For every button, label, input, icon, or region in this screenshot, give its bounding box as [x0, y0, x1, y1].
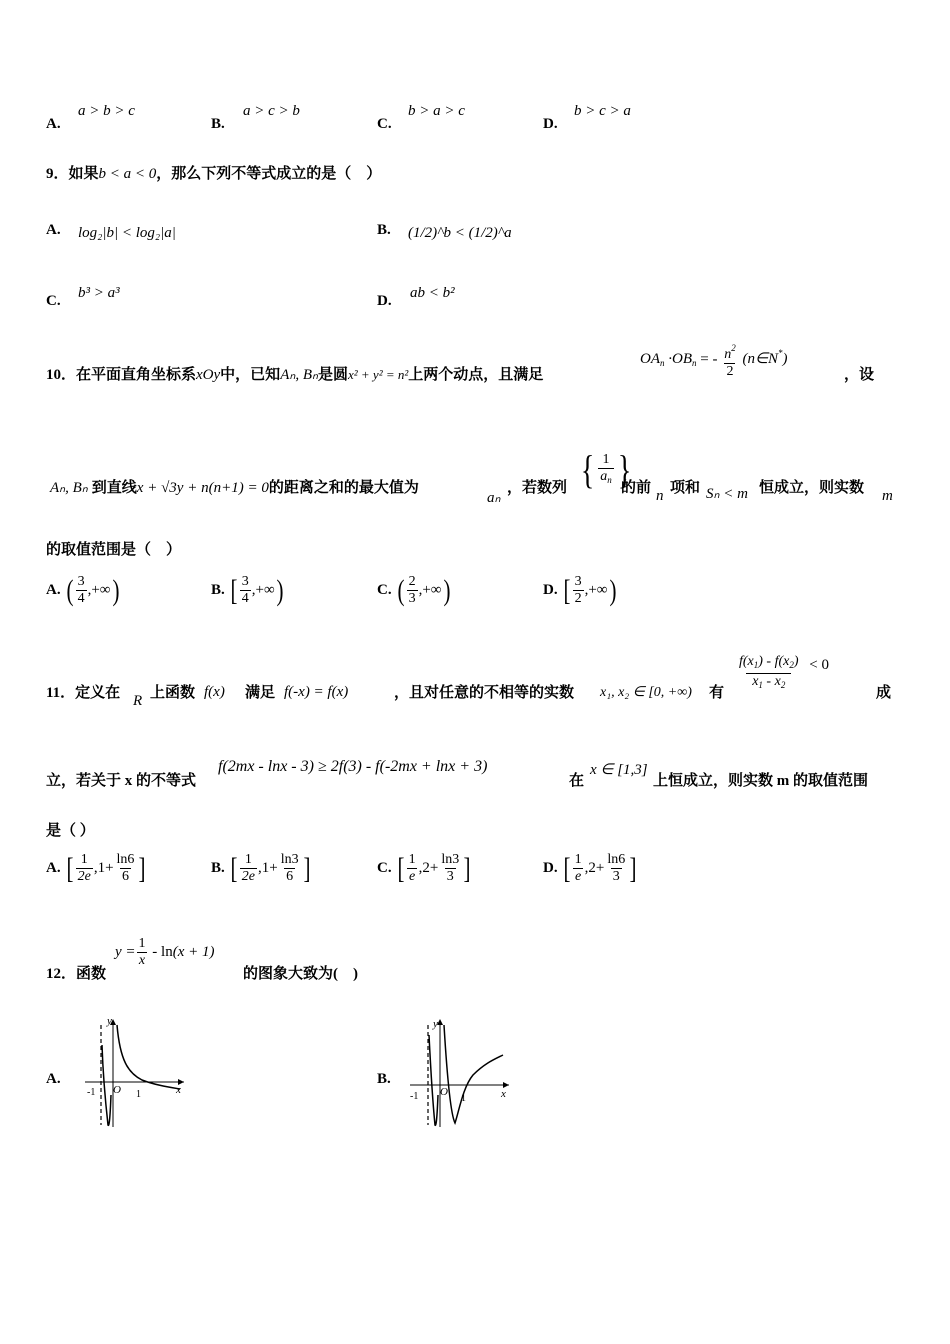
- q8-option-c-label: C.: [377, 116, 392, 132]
- q11-line1-a: 11．定义在: [46, 685, 121, 701]
- q11-option-a-mid: ,1+: [93, 860, 114, 877]
- q11-option-b-mid: ,1+: [257, 860, 278, 877]
- q8-option-d-expr: b > c > a: [574, 103, 631, 119]
- q10-option-a-den: 4: [77, 591, 85, 606]
- q11-option-b-label: B.: [211, 860, 225, 877]
- q11-interval: x ∈ [1,3]: [590, 762, 648, 778]
- y-label: y: [433, 1018, 438, 1030]
- y-label: y: [107, 1015, 112, 1027]
- q10-line2: [50, 476, 419, 497]
- q9-stem-pre: 9．如果: [46, 166, 99, 182]
- neg1-label: -1: [87, 1087, 96, 1098]
- x-label: x: [501, 1088, 506, 1100]
- q9-option-c-label: C.: [46, 293, 61, 309]
- q11-fx: f(x): [204, 684, 225, 700]
- q11-option-b-d2: 6: [286, 869, 294, 884]
- q11-option-d-d1: e: [574, 869, 582, 884]
- q10-option-a-open: (: [66, 573, 74, 607]
- q10-sn: Sₙ < m: [706, 486, 748, 502]
- q11-option-c-d1: e: [408, 869, 416, 884]
- q10-option-a-close: ): [112, 573, 119, 607]
- q10-option-c-den: 3: [408, 591, 416, 606]
- q10-anbn-2: Aₙ, Bₙ: [50, 480, 88, 496]
- q11-option-b-n2: ln3: [280, 852, 299, 867]
- q10-option-d-num: 3: [574, 574, 582, 589]
- q11-line2-c: 上恒成立，则实数 m 的取值范围: [653, 773, 868, 789]
- q10-line2-b: 的距离之和的最大值为: [268, 480, 419, 496]
- q11-option-d-mid: ,2+: [584, 860, 605, 877]
- curve-right: [117, 1025, 180, 1089]
- q9-option-d-expr: ab < b²: [410, 285, 455, 301]
- q11-line2-b: 在: [569, 773, 585, 789]
- q10-option-b: [211, 574, 285, 607]
- q11-line1-e: 有: [709, 685, 725, 701]
- q11-option-a-d2: 6: [121, 869, 129, 884]
- q10-option-b-num: 3: [241, 574, 249, 589]
- q10-line-eq: x + √3y + n(n+1) = 0: [136, 480, 269, 496]
- q10-option-c-label: C.: [377, 582, 392, 599]
- one-label: 1: [136, 1089, 141, 1100]
- curve-left: [429, 1035, 438, 1125]
- q11-option-a-n2: ln6: [116, 852, 135, 867]
- q11-option-c-n2: ln3: [441, 852, 460, 867]
- q11-option-b: B. [ $\frac{1}{2e}$ ,1+ $\frac{\ln 3}{6}$ ]: [211, 851, 311, 885]
- q11-option-a: A. [ $\frac{1}{2e}$ ,1+ $\frac{\ln 6}{6}$ ]: [46, 851, 146, 885]
- q10-line1-b: 中，已知: [220, 367, 281, 383]
- q10-option-a-label: A.: [46, 582, 61, 599]
- q10-option-d-open: [: [563, 573, 571, 607]
- q8-option-c-expr: b > a > c: [408, 103, 465, 119]
- q11-option-d: D. [ $\frac{1}{e}$ ,2+ $\frac{\ln 6}{3}$ ]: [543, 851, 637, 885]
- q12-stem-b: 的图象大致为( ): [243, 966, 358, 982]
- q10-m: m: [882, 488, 893, 504]
- q11-option-a-label: A.: [46, 860, 61, 877]
- q12-option-a-label: A.: [46, 1071, 61, 1087]
- q11-ineq: f(2mx - lnx - 3) ≥ 2f(3) - f(-2mx + lnx + 3): [218, 758, 488, 775]
- q10-line2-d: 的前: [621, 480, 652, 496]
- one-label: 1: [461, 1093, 466, 1104]
- q10-line2-e: 项和: [670, 480, 701, 496]
- q11-option-a-n1: 1: [80, 852, 88, 867]
- q11-line3: 是（ ）: [46, 823, 95, 839]
- q10-option-d-den: 2: [574, 591, 582, 606]
- q10-sequence: { $\frac{1}{a_n}$ }: [580, 447, 632, 492]
- q9-stem-post: ，那么下列不等式成立的是（ ）: [156, 166, 382, 182]
- q10-line2-f: 恒成立，则实数: [759, 480, 865, 496]
- q10-option-b-den: 4: [241, 591, 249, 606]
- q11-option-a-d1: 2e: [77, 869, 91, 884]
- q10-option-c-close: ): [443, 573, 450, 607]
- q10-dot-product: $OA_n \cdot OB_n$ = - $\frac{n^2}{2}$ (n∈N*): [640, 340, 788, 380]
- q10-line1-d: 上两个动点，且满足: [408, 367, 544, 383]
- q10-option-d: [543, 574, 618, 607]
- q12-graph-a: [80, 1015, 190, 1130]
- q11-monotone: $\frac{f(x_1) - f(x_2)}{x_1 - x_2}$ < 0: [732, 654, 829, 693]
- origin-label: O: [113, 1084, 121, 1096]
- q12-graph-b: [405, 1015, 515, 1130]
- q10-line2-a: 到直线: [91, 480, 137, 496]
- q11-option-c-mid: ,2+: [418, 860, 439, 877]
- q9-option-a-expr: log₂|b| < log₂|a|: [78, 225, 176, 241]
- q10-xoy: xOy: [196, 367, 221, 383]
- q11-option-c: C. [ $\frac{1}{e}$ ,2+ $\frac{\ln 3}{3}$ ]: [377, 851, 471, 885]
- curve-right: [444, 1025, 503, 1123]
- q10-option-d-label: D.: [543, 582, 558, 599]
- q10-an: aₙ: [487, 490, 501, 506]
- q11-option-d-d2: 3: [612, 869, 620, 884]
- q11-line1-b: 上函数: [150, 685, 196, 701]
- q10-option-d-close: ): [609, 573, 616, 607]
- y-arrow-icon: [437, 1019, 443, 1025]
- q11-line1-c: 满足: [245, 685, 276, 701]
- q11-option-b-n1: 1: [244, 852, 252, 867]
- q10-option-c: [377, 574, 452, 607]
- q10-fraction: $\frac{n^2}{2}$: [724, 343, 736, 379]
- q10-line1: [46, 363, 543, 384]
- q10-n: n: [656, 488, 664, 504]
- q8-option-b-expr: a > c > b: [243, 103, 300, 119]
- q11-even: f(-x) = f(x): [284, 684, 349, 700]
- q10-option-b-open: [: [230, 573, 238, 607]
- q11-line2-a: 立，若关于 x 的不等式: [46, 773, 197, 789]
- q11-x1x2: x₁, x₂ ∈ [0, +∞): [600, 685, 692, 700]
- q10-option-a: [46, 574, 121, 607]
- q10-line1-a: 10．在平面直角坐标系: [46, 367, 197, 383]
- q12-option-b-label: B.: [377, 1071, 391, 1087]
- q11-option-d-label: D.: [543, 860, 558, 877]
- q11-option-c-d2: 3: [446, 869, 454, 884]
- q10-option-c-tail: ,+∞: [418, 582, 442, 599]
- q10-option-d-tail: ,+∞: [584, 582, 608, 599]
- origin-label: O: [440, 1086, 448, 1098]
- q8-option-a-expr: a > b > c: [78, 103, 135, 119]
- q8-option-a-label: A.: [46, 116, 61, 132]
- q10-option-c-open: (: [397, 573, 405, 607]
- q10-option-c-num: 2: [408, 574, 416, 589]
- q10-line3: 的取值范围是（ ）: [46, 542, 182, 558]
- neg1-label: -1: [410, 1091, 419, 1102]
- q10-circle: x² + y² = n²: [347, 367, 409, 382]
- q9-option-d-label: D.: [377, 293, 392, 309]
- q10-option-b-label: B.: [211, 582, 225, 599]
- q11-line1-d: ，且对任意的不相等的实数: [394, 685, 575, 701]
- q11-option-c-label: C.: [377, 860, 392, 877]
- q12-function: y = $\frac{1}{x}$ - ln(x + 1): [115, 936, 215, 968]
- q10-option-a-num: 3: [77, 574, 85, 589]
- x-label: x: [176, 1084, 181, 1096]
- q11-option-d-n2: ln6: [607, 852, 626, 867]
- q8-option-b-label: B.: [211, 116, 225, 132]
- q10-line2-c: ，若数列: [507, 480, 568, 496]
- q9-option-b-label: B.: [377, 222, 391, 238]
- q9-condition: b < a < 0: [98, 166, 157, 182]
- q9-option-c-expr: b³ > a³: [78, 285, 120, 301]
- q11-option-c-n1: 1: [408, 852, 416, 867]
- q11-R: R: [133, 693, 143, 709]
- q10-option-b-tail: ,+∞: [251, 582, 275, 599]
- q8-option-d-label: D.: [543, 116, 558, 132]
- q11-option-b-d1: 2e: [241, 869, 255, 884]
- q10-option-a-tail: ,+∞: [87, 582, 111, 599]
- q11-option-d-n1: 1: [574, 852, 582, 867]
- q9-option-a-label: A.: [46, 222, 61, 238]
- q9-option-b-expr: (1/2)^b < (1/2)^a: [408, 225, 512, 241]
- curve-left: [102, 1045, 111, 1125]
- q9-stem: [46, 162, 381, 183]
- q10-line1-e: ，设: [844, 367, 875, 383]
- q10-anbn: Aₙ, Bₙ: [280, 367, 318, 383]
- q11-line1-f: 成: [876, 685, 892, 701]
- q12-stem-a: 12．函数: [46, 966, 107, 982]
- q10-option-b-close: ): [276, 573, 284, 607]
- q10-line1-c: 是圆: [317, 367, 348, 383]
